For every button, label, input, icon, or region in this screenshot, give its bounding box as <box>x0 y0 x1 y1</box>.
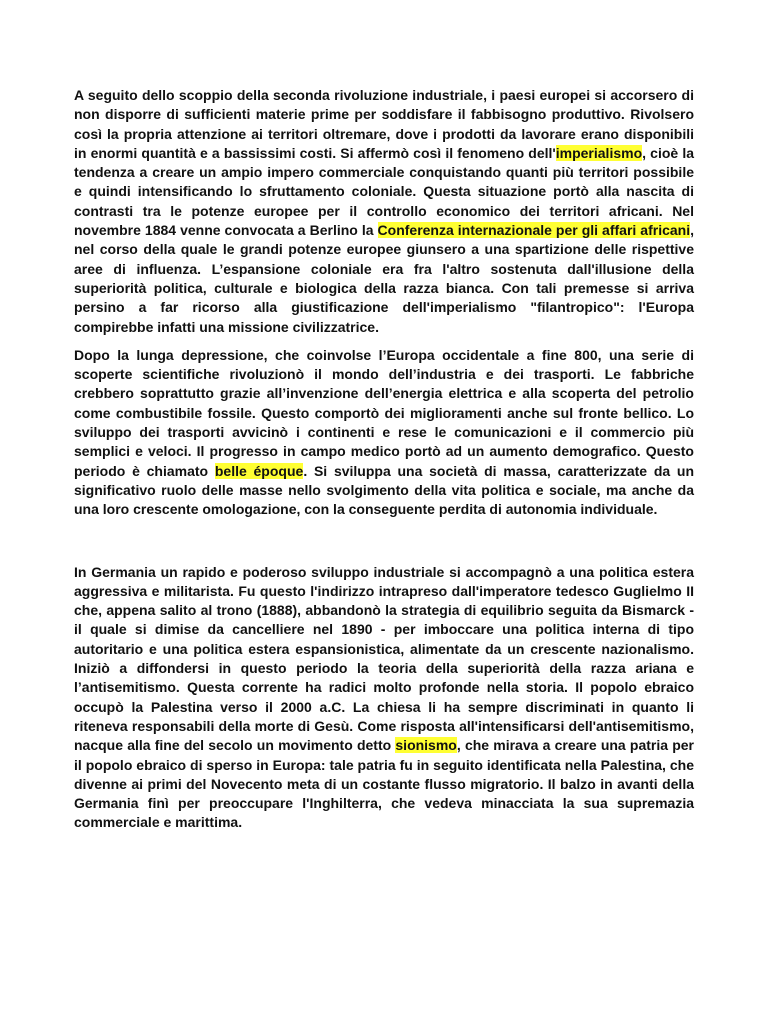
text-segment: . Si sviluppa una società di massa, caratterizzate da un significativo ruolo delle masse nello svolgimento della vita politica e sociale, ma anche da una loro crescente omologazione, con la conseguente perdita di autonomia individuale. <box>74 462 695 518</box>
text-segment: Dopo la lunga depressione, che coinvolse l’Europa occidentale a fine 800, una serie di scoperte scientifiche rivoluzionò il mondo dell’industria e dei trasporti. Le fabbriche crebbero soprattutto grazie all’invenzione dell’energia elettrica e alla scoperta del petrolio come combustibile fossile. Questo comportò dei miglioramenti anche sul fronte bellico. Lo sviluppo dei trasporti avvicinò i continenti e rese le comunicazioni e il commercio più semplici e veloci. Il progresso in campo medico portò ad un aumento demografico. Questo periodo è chiamato <box>74 346 694 479</box>
highlighted-term-conferenza: Conferenza internazionale per gli affari africani <box>377 222 691 239</box>
text-segment: A seguito dello scoppio della seconda rivoluzione industriale, i paesi europei si accorsero di non disporre di sufficienti materie prime per soddisfare il fabbisogno produttivo. Rivolsero così la propria attenzione ai territori oltremare, dove i prodotti da lavorare erano disponibili in enormi quantità e a bassissimi costi. Si affermò così il fenomeno dell' <box>74 87 694 161</box>
paragraph-belle-epoque <box>74 346 694 520</box>
highlighted-term-belle-epoque: belle époque <box>214 462 304 479</box>
text-segment: In Germania un rapido e poderoso sviluppo industriale si accompagnò a una politica estera aggressiva e militarista. Fu questo l'indirizzo intrapreso dall'imperatore tedesco Guglielmo II che, appena salito al trono (1888), abbandonò la strategia di equilibrio seguita da Bismarck - il quale si dimise da cancelliere nel 1890 - per imboccare una politica interna di tipo autoritario e una politica estera espansionistica, alimentate da un crescente nazionalismo. Iniziò a diffondersi in questo periodo la teoria della superiorità della razza ariana e l’antisemitismo. Questa corrente ha radici molto profonde nella storia. Il popolo ebraico occupò la Palestina verso il 2000 a.C. La chiesa li ha sempre discriminati in quanto li riteneva responsabili della morte di Gesù. Come risposta all'intensificarsi dell'antisemitismo, nacque alla fine del secolo un movimento detto <box>74 563 694 754</box>
text-segment: , che mirava a creare una patria per il popolo ebraico di sperso in Europa: tale patria fu in seguito identificata nella Palestina, che divenne ai primi del Novecento meta di un costante flusso migratorio. Il balzo in avanti della Germania finì per preoccupare l'Inghilterra, che vedeva minacciata la sua supremazia commerciale e marittima. <box>74 737 695 831</box>
paragraph-germania <box>74 563 694 833</box>
text-segment: , cioè la tendenza a creare un ampio impero commerciale conquistando quanti più territori possibile e quindi intensificando lo sfruttamento coloniale. Questa situazione portò alla nascita di contrasti tra le potenze europee per il controllo economico dei territori africani. Nel novembre 1884 venne convocata a Berlino la <box>74 144 694 239</box>
paragraph-imperialismo <box>74 86 694 337</box>
highlighted-term-sionismo: sionismo <box>395 737 457 754</box>
document-page <box>74 86 694 833</box>
highlighted-term-imperialismo: imperialismo <box>555 144 643 161</box>
text-segment: , nel corso della quale le grandi potenze europee giunsero a una spartizione delle rispettive aree di influenza. L’espansione coloniale era fra l'altro sostenuta dall'illusione della superiorità politica, culturale e biologica della razza bianca. Con tali premesse si arriva persino a far ricorso alla giustificazione dell'imperialismo "filantropico": l'Europa compirebbe infatti una missione civilizzatrice. <box>74 222 694 335</box>
